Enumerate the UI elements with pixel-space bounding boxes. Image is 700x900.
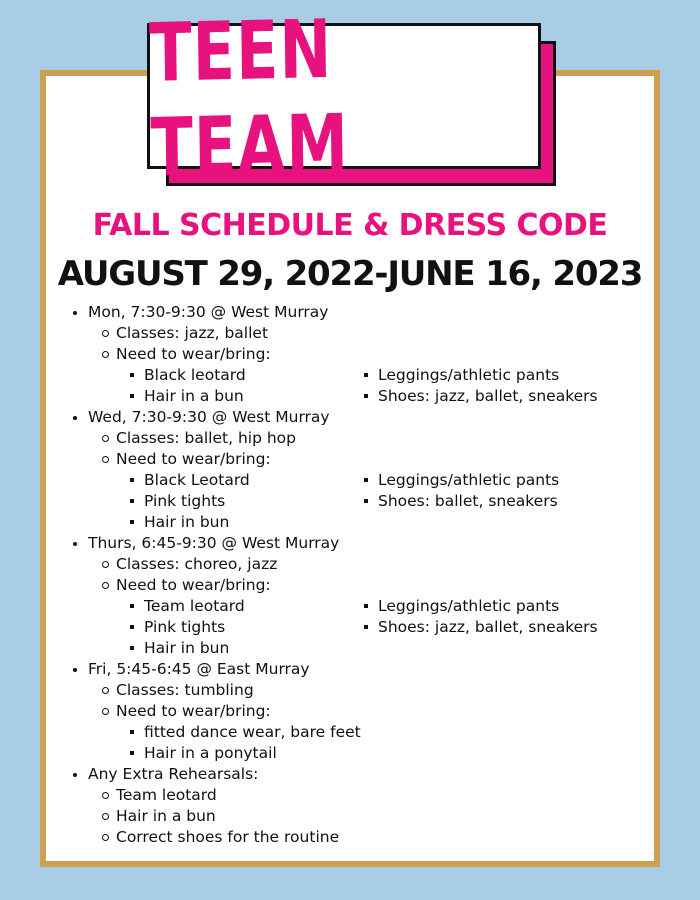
session-classes: [72, 554, 632, 575]
list-item: [72, 827, 632, 848]
square-bullet-icon: [130, 394, 134, 398]
wear-label-text: Need to wear/bring:: [116, 576, 271, 594]
list-item: [72, 785, 632, 806]
wear-label-text: Need to wear/bring:: [116, 345, 271, 363]
circle-bullet-icon: [102, 708, 109, 715]
session-heading-text: Mon, 7:30-9:30 @ West Murray: [88, 303, 329, 321]
circle-bullet-icon: [102, 792, 109, 799]
extra-item-text: Leggings/athletic pants: [378, 471, 560, 489]
item-text: Hair in bun: [144, 513, 230, 531]
item-text: Pink tights: [144, 492, 226, 510]
item-text: Pink tights: [144, 618, 226, 636]
circle-bullet-icon: [102, 561, 109, 568]
extra-item: [364, 365, 559, 386]
extra-item-text: Leggings/athletic pants: [378, 366, 560, 384]
session-heading-text: Thurs, 6:45-9:30 @ West Murray: [88, 534, 340, 552]
schedule-subtitle: FALL SCHEDULE & DRESS CODE: [92, 208, 608, 243]
list-item: [72, 365, 632, 386]
square-bullet-icon: [130, 730, 134, 734]
bullet-icon: [73, 773, 77, 777]
item-text: Correct shoes for the routine: [116, 828, 340, 846]
list-item: [72, 743, 632, 764]
page-title: TEEN TEAM: [148, 1, 350, 196]
date-range: AUGUST 29, 2022-JUNE 16, 2023: [57, 254, 643, 294]
classes-text: Classes: ballet, hip hop: [116, 429, 296, 447]
extra-item-text: Shoes: ballet, sneakers: [378, 492, 558, 510]
list-item: [72, 491, 632, 512]
square-bullet-icon: [130, 646, 134, 650]
bullet-icon: [73, 416, 77, 420]
extra-item: [364, 617, 598, 638]
bullet-icon: [73, 311, 77, 315]
classes-text: Classes: choreo, jazz: [116, 555, 278, 573]
square-bullet-icon: [364, 478, 368, 482]
list-item: [72, 617, 632, 638]
square-bullet-icon: [130, 373, 134, 377]
square-bullet-icon: [130, 478, 134, 482]
square-bullet-icon: [130, 625, 134, 629]
square-bullet-icon: [364, 373, 368, 377]
extra-item: [364, 470, 559, 491]
item-text: Black leotard: [144, 366, 246, 384]
circle-bullet-icon: [102, 813, 109, 820]
session-heading: [72, 659, 632, 680]
square-bullet-icon: [364, 499, 368, 503]
classes-text: Classes: jazz, ballet: [116, 324, 269, 342]
item-text: Hair in bun: [144, 639, 230, 657]
bullet-icon: [73, 542, 77, 546]
circle-bullet-icon: [102, 330, 109, 337]
extra-item-text: Shoes: jazz, ballet, sneakers: [378, 618, 598, 636]
square-bullet-icon: [364, 625, 368, 629]
item-text: Hair in a bun: [144, 387, 244, 405]
wear-label: [72, 701, 632, 722]
session-heading-text: Fri, 5:45-6:45 @ East Murray: [88, 660, 310, 678]
circle-bullet-icon: [102, 582, 109, 589]
wear-label: [72, 575, 632, 596]
list-item: [72, 470, 632, 491]
circle-bullet-icon: [102, 456, 109, 463]
circle-bullet-icon: [102, 351, 109, 358]
item-text: fitted dance wear, bare feet: [144, 723, 361, 741]
title-box: [147, 1, 541, 196]
session-classes: [72, 428, 632, 449]
square-bullet-icon: [130, 604, 134, 608]
classes-text: Classes: tumbling: [116, 681, 254, 699]
extra-item-text: Leggings/athletic pants: [378, 597, 560, 615]
list-item: [72, 512, 632, 533]
wear-label: [72, 344, 632, 365]
wear-label-text: Need to wear/bring:: [116, 702, 271, 720]
item-text: Hair in a ponytail: [144, 744, 277, 762]
square-bullet-icon: [130, 499, 134, 503]
item-text: Team leotard: [116, 786, 217, 804]
circle-bullet-icon: [102, 435, 109, 442]
session-classes: [72, 323, 632, 344]
session-heading: [72, 407, 632, 428]
item-text: Black Leotard: [144, 471, 250, 489]
square-bullet-icon: [130, 751, 134, 755]
extra-item: [364, 491, 558, 512]
list-item: [72, 596, 632, 617]
item-text: Hair in a bun: [116, 807, 216, 825]
item-text: Team leotard: [144, 597, 245, 615]
schedule-list: [72, 302, 632, 848]
circle-bullet-icon: [102, 687, 109, 694]
rehearsals-heading-text: Any Extra Rehearsals:: [88, 765, 259, 783]
extra-item: [364, 386, 598, 407]
extra-item: [364, 596, 559, 617]
list-item: [72, 386, 632, 407]
extra-item-text: Shoes: jazz, ballet, sneakers: [378, 387, 598, 405]
list-item: [72, 806, 632, 827]
list-item: [72, 638, 632, 659]
session-heading: [72, 533, 632, 554]
session-classes: [72, 680, 632, 701]
square-bullet-icon: [364, 394, 368, 398]
session-heading: [72, 302, 632, 323]
circle-bullet-icon: [102, 834, 109, 841]
square-bullet-icon: [364, 604, 368, 608]
bullet-icon: [73, 668, 77, 672]
list-item: [72, 722, 632, 743]
wear-label-text: Need to wear/bring:: [116, 450, 271, 468]
wear-label: [72, 449, 632, 470]
rehearsals-heading: [72, 764, 632, 785]
session-heading-text: Wed, 7:30-9:30 @ West Murray: [88, 408, 330, 426]
square-bullet-icon: [130, 520, 134, 524]
